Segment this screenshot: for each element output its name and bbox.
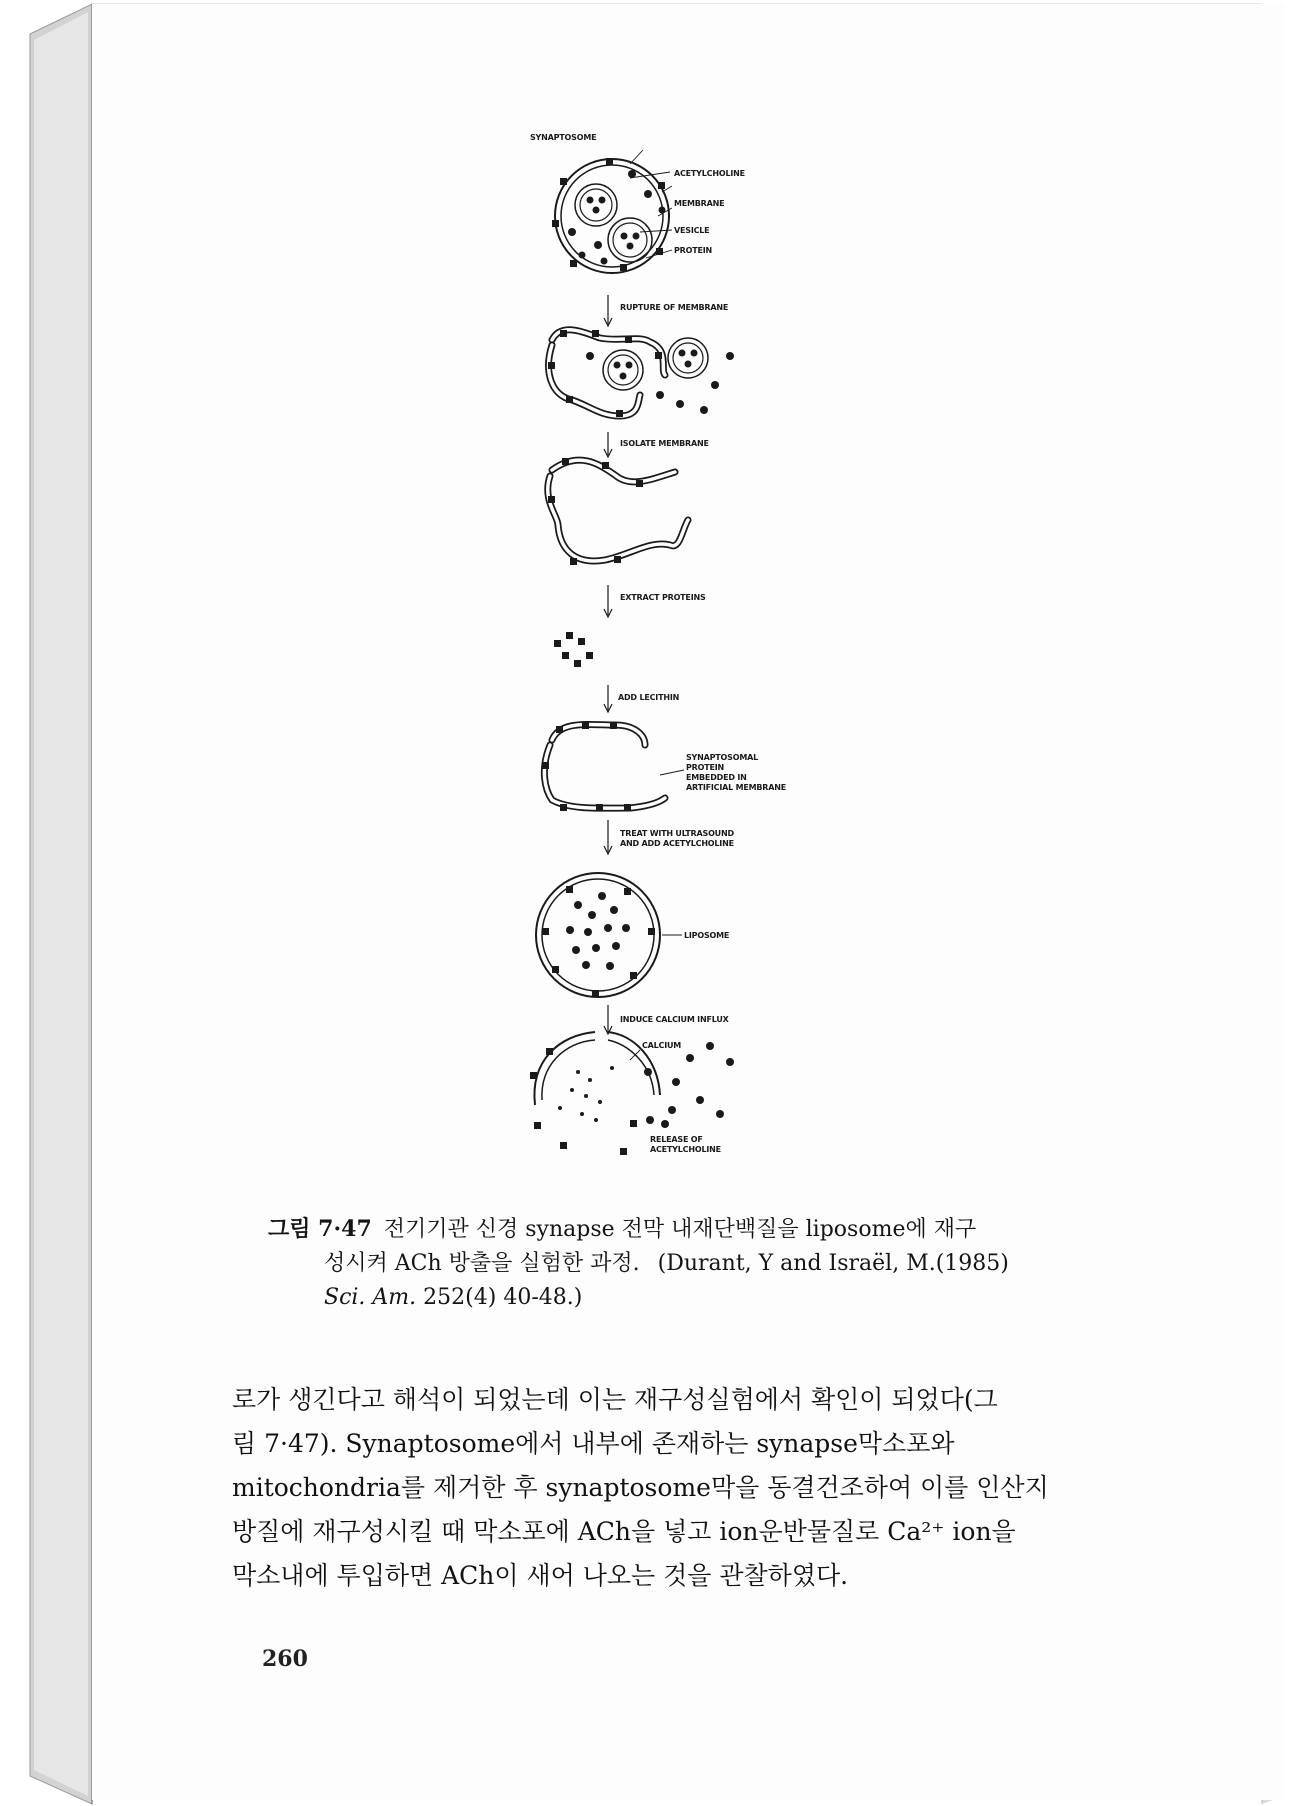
caption-line-2 bbox=[268, 1247, 1128, 1281]
caption-journal: Sci. Am. bbox=[324, 1285, 417, 1310]
page-number: 260 bbox=[262, 1646, 308, 1672]
caption-citation: 252(4) 40-48.) bbox=[423, 1285, 583, 1310]
figure-number: 그림 7·47 bbox=[268, 1216, 372, 1242]
label-release-2: ACETYLCHOLINE bbox=[650, 1145, 721, 1154]
label-treat-2: AND ADD ACETYLCHOLINE bbox=[620, 839, 734, 848]
body-line-1: 로가 생긴다고 해석이 되었는데 이는 재구성실험에서 확인이 되었다(그 bbox=[232, 1385, 998, 1414]
label-release-1: RELEASE OF bbox=[650, 1135, 703, 1144]
label-synaptosome: SYNAPTOSOME bbox=[530, 133, 597, 142]
synaptosome-reconstitution-diagram bbox=[520, 120, 820, 1195]
body-line-2: 림 7·47). Synaptosome에서 내부에 존재하는 synapse막소포와 bbox=[232, 1429, 955, 1458]
body-line-5: 막소내에 투입하면 ACh이 새어 나오는 것을 관찰하였다. bbox=[232, 1561, 849, 1590]
caption-line-1 bbox=[268, 1212, 1128, 1247]
label-acetylcholine: ACETYLCHOLINE bbox=[674, 169, 745, 178]
caption-reference: (Durant, Y and Israël, M.(1985) bbox=[657, 1251, 1009, 1276]
label-rupture: RUPTURE OF MEMBRANE bbox=[620, 303, 729, 312]
label-embedded-4: ARTIFICIAL MEMBRANE bbox=[686, 783, 786, 792]
figure-caption bbox=[268, 1212, 1128, 1315]
label-calcium: CALCIUM bbox=[642, 1041, 682, 1050]
label-add-lecithin: ADD LECITHIN bbox=[618, 693, 680, 702]
body-line-3: mitochondria를 제거한 후 synaptosome막을 동결건조하여 이를 인산지 bbox=[232, 1473, 1049, 1502]
label-embedded-3: EMBEDDED IN bbox=[686, 773, 747, 782]
label-liposome: LIPOSOME bbox=[684, 931, 730, 940]
label-induce: INDUCE CALCIUM INFLUX bbox=[620, 1015, 729, 1024]
body-paragraph bbox=[232, 1378, 1152, 1598]
label-treat-1: TREAT WITH ULTRASOUND bbox=[620, 829, 734, 838]
label-protein: PROTEIN bbox=[674, 246, 713, 255]
label-isolate: ISOLATE MEMBRANE bbox=[620, 439, 709, 448]
label-embedded-1: SYNAPTOSOMAL bbox=[686, 753, 758, 762]
label-extract: EXTRACT PROTEINS bbox=[620, 593, 706, 602]
label-vesicle: VESICLE bbox=[674, 226, 710, 235]
label-embedded-2: PROTEIN bbox=[686, 763, 725, 772]
label-membrane: MEMBRANE bbox=[674, 199, 725, 208]
body-line-4: 방질에 재구성시킬 때 막소포에 ACh을 넣고 ion운반물질로 Ca²⁺ ion을 bbox=[232, 1517, 1016, 1546]
caption-text-2: 성시켜 ACh 방출을 실험한 과정. bbox=[324, 1251, 640, 1276]
caption-line-3 bbox=[268, 1281, 1128, 1315]
caption-text-1: 전기기관 신경 synapse 전막 내재단백질을 liposome에 재구 bbox=[383, 1217, 977, 1242]
